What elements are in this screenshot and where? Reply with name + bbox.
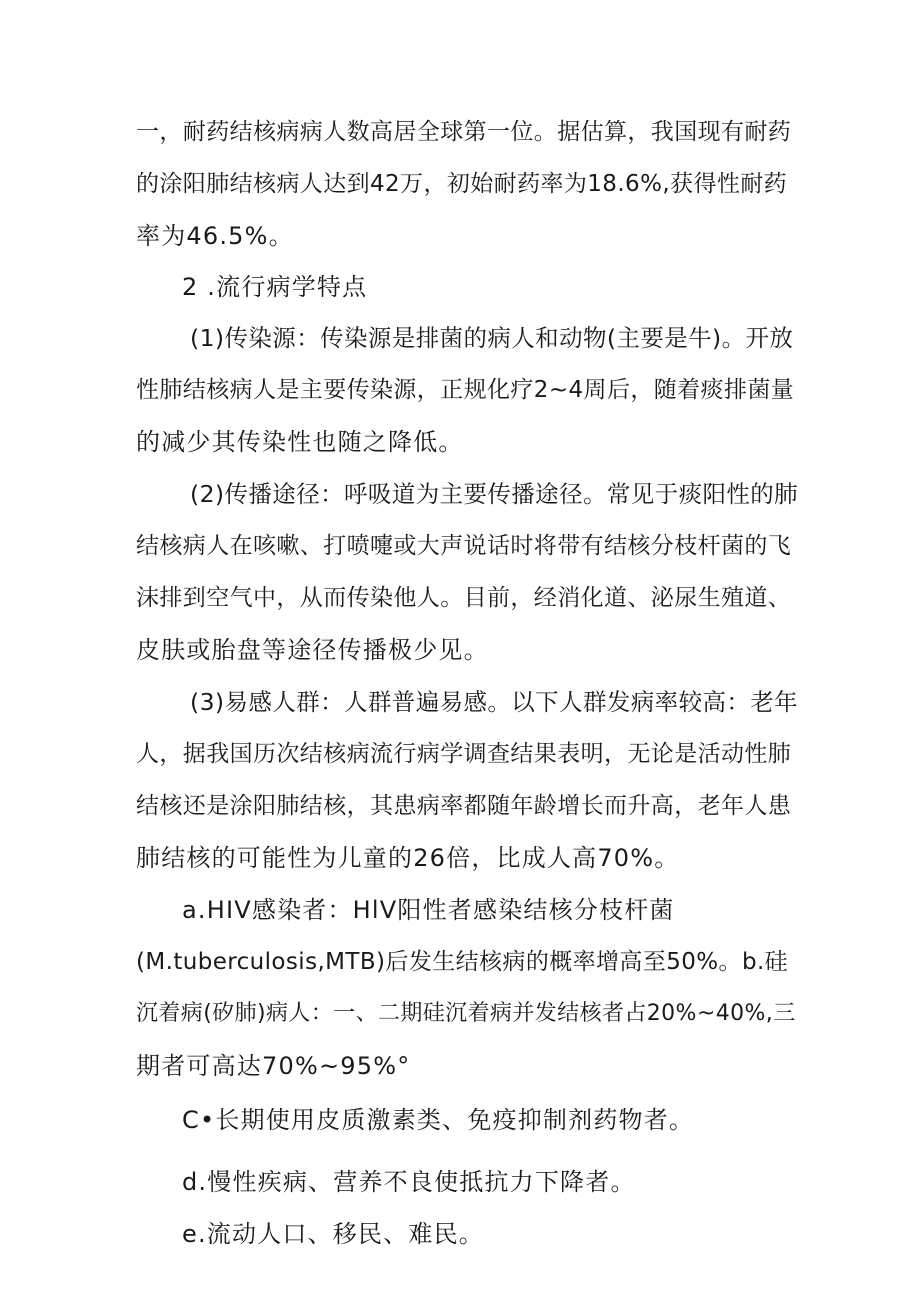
item-2-line-4: 皮肤或胎盘等途径传播极少见。 xyxy=(136,636,489,664)
item-a-line-1: a.HIV感染者：HlV阳性者感染结核分枝杆菌 xyxy=(182,896,675,924)
item-3-line-1: (3)易感人群：人群普遍易感。以下人群发病率较高：老年 xyxy=(190,688,799,716)
item-2-line-2: 结核病人在咳嗽、打喷嚏或大声说话时将带有结核分枝杆菌的飞 xyxy=(136,533,792,559)
item-d: d.慢性疾病、营养不良使抵抗力下降者。 xyxy=(182,1168,636,1196)
item-1-line-3: 的减少其传染性也随之降低。 xyxy=(136,428,464,456)
section-2-heading: 2 .流行病学特点 xyxy=(182,273,368,301)
item-3-line-4: 肺结核的可能性为儿童的26倍，比成人高70%。 xyxy=(136,844,680,872)
item-1-line-2: 性肺结核病人是主要传染源，正规化疗2~4周后，随着痰排菌量 xyxy=(136,377,795,403)
item-a-line-4: 期者可高达70%~95%° xyxy=(136,1052,411,1080)
item-c: C•长期使用皮质激素类、免疫抑制剂药物者。 xyxy=(182,1106,695,1134)
item-2-line-1: (2)传播途径：呼吸道为主要传播途径。常见于痰阳性的肺 xyxy=(190,480,799,508)
item-e: e.流动人口、移民、难民。 xyxy=(182,1220,484,1248)
paragraph-1-line-3: 率为46.5%。 xyxy=(136,222,294,250)
paragraph-1-line-1: 一，耐药结核病病人数高居全球第一位。据估算，我国现有耐药 xyxy=(136,119,792,145)
item-2-line-3: 沫排到空气中，从而传染他人。目前，经消化道、泌尿生殖道、 xyxy=(136,585,792,611)
item-3-line-3: 结核还是涂阳肺结核，其患病率都随年龄增长而升高，老年人患 xyxy=(136,793,792,819)
paragraph-1-line-2: 的涂阳肺结核病人达到42万，初始耐药率为18.6%,获得性耐药 xyxy=(136,171,788,197)
item-1-line-1: (1)传染源：传染源是排菌的病人和动物(主要是牛)。开放 xyxy=(190,324,794,352)
item-a-line-3: 沉着病(矽肺)病人：一、二期硅沉着病并发结核者占20%~40%,三 xyxy=(136,1001,796,1026)
item-a-line-2: (M.tuberculosis,MTB)后发生结核病的概率增高至50%。b.硅 xyxy=(136,949,789,975)
item-3-line-2: 人，据我国历次结核病流行病学调查结果表明，无论是活动性肺 xyxy=(136,741,792,767)
